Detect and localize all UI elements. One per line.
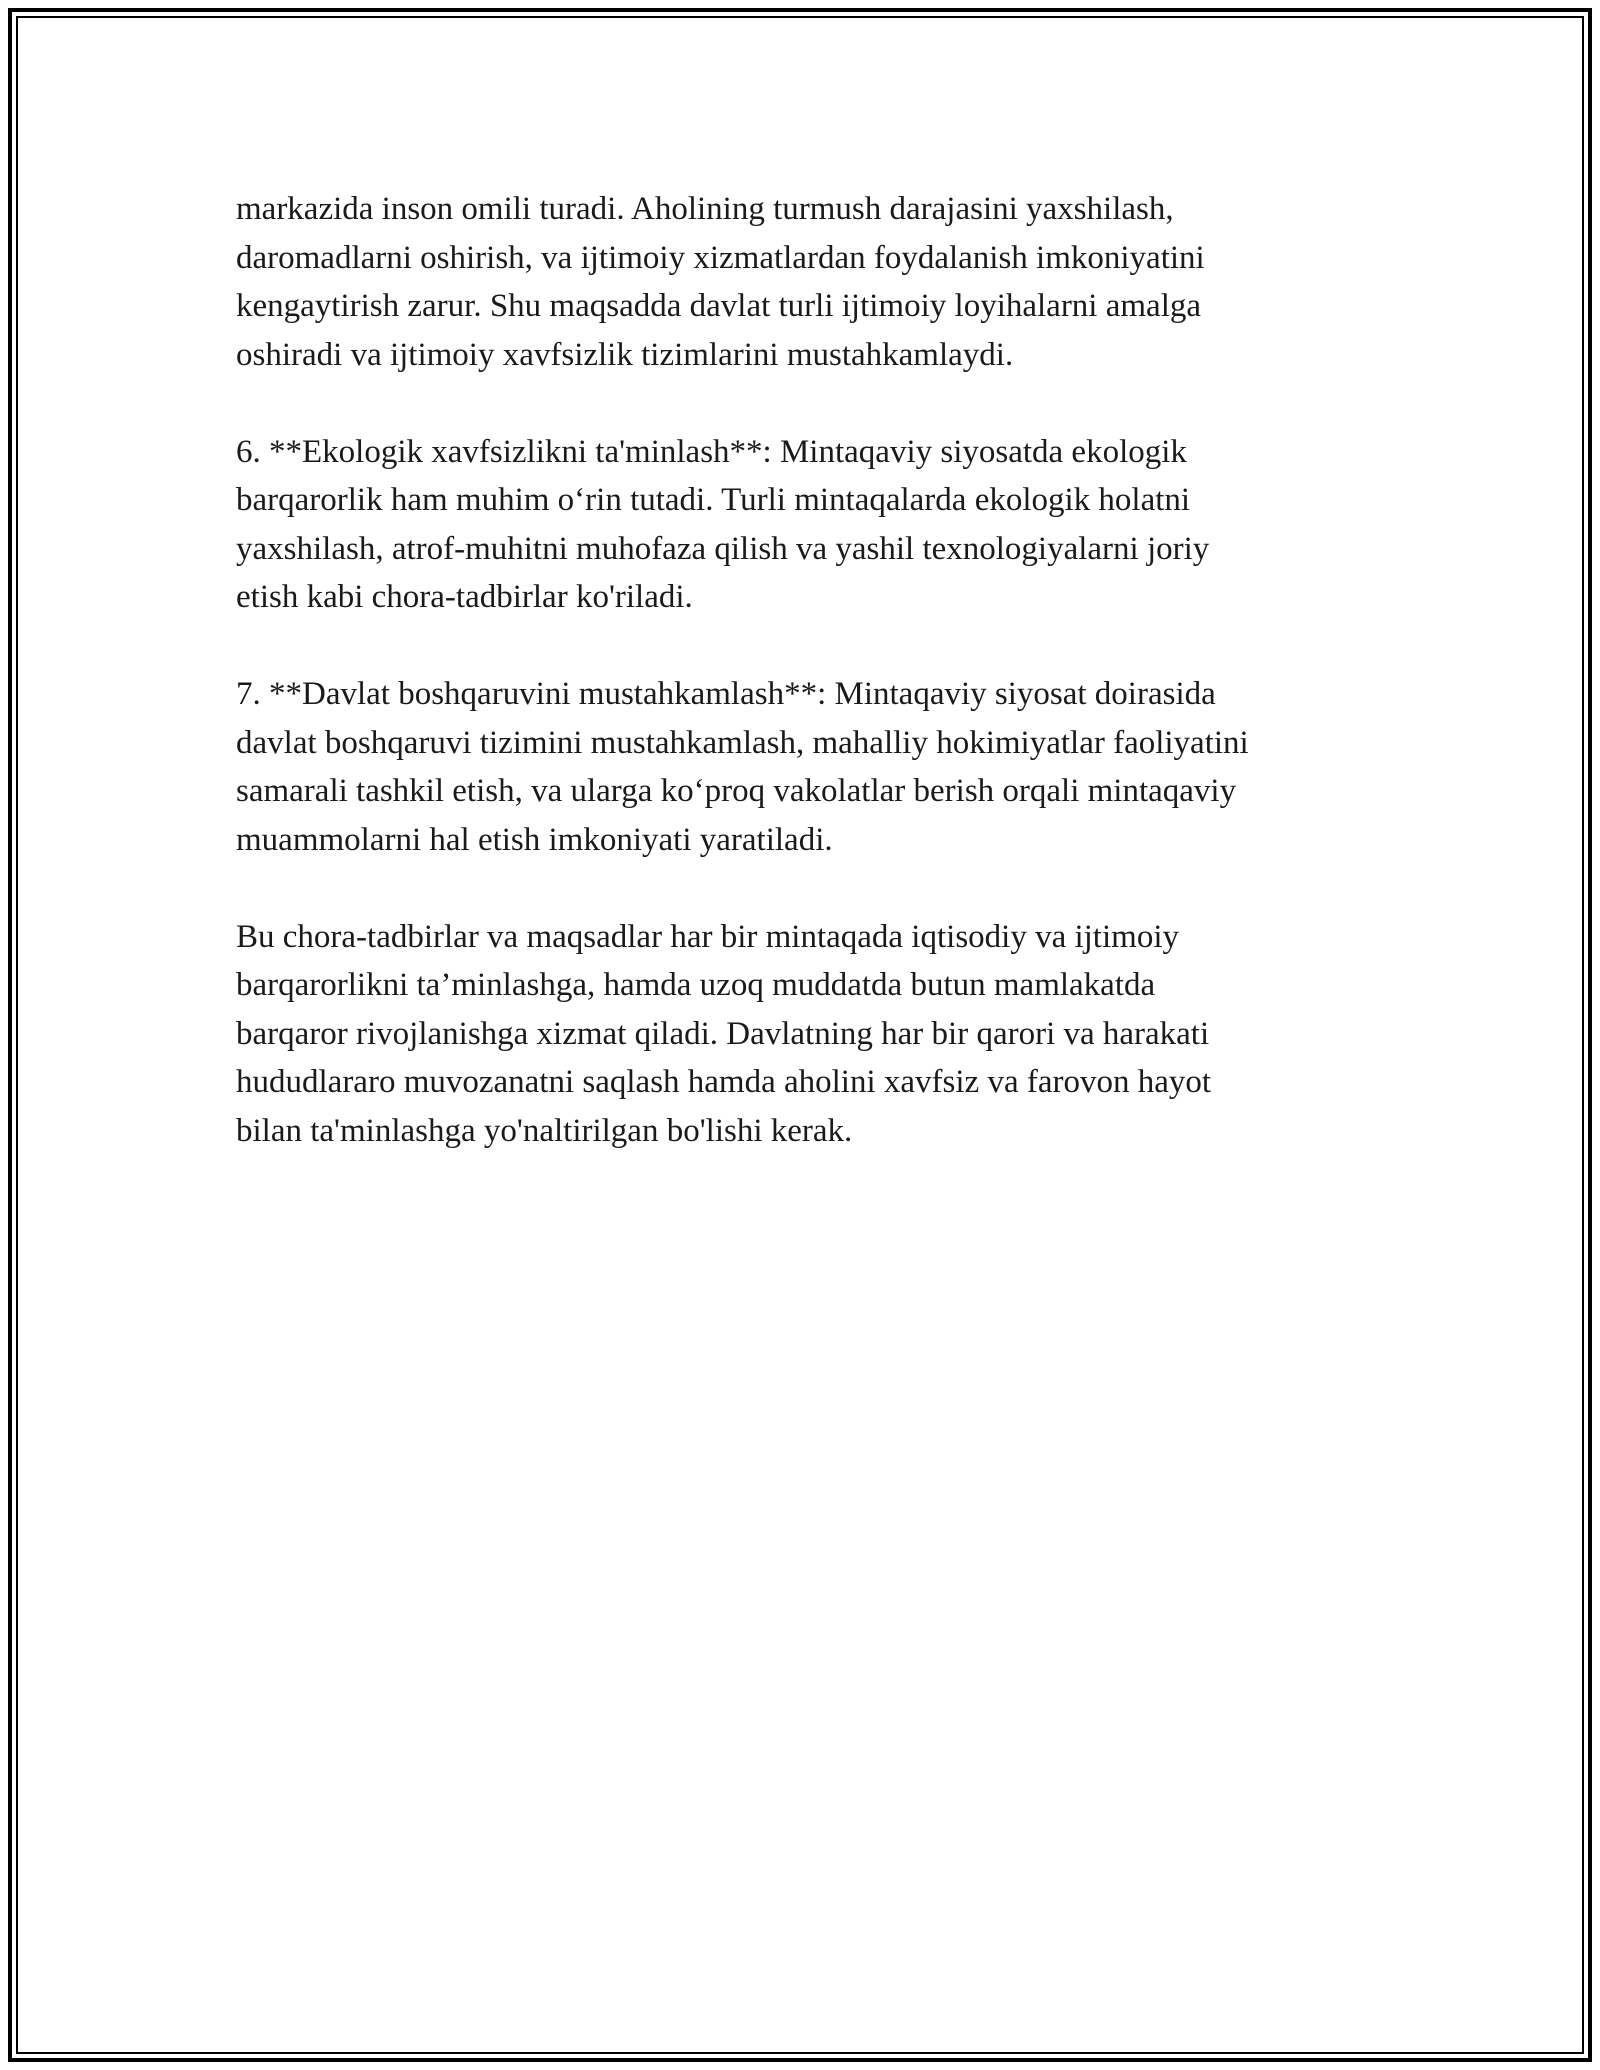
paragraph-state-governance bbox=[236, 670, 1396, 864]
text-line: etish kabi chora-tadbirlar ko'riladi. bbox=[236, 579, 693, 615]
text-line: samarali tashkil etish, va ularga ko‘proq vakolatlar berish orqali mintaqaviy bbox=[236, 773, 1237, 809]
text-line: barqarorlik ham muhim o‘rin tutadi. Turli mintaqalarda ekologik holatni bbox=[236, 482, 1191, 518]
paragraph-conclusion bbox=[236, 913, 1396, 1156]
text-line: Bu chora-tadbirlar va maqsadlar har bir mintaqada iqtisodiy va ijtimoiy bbox=[236, 918, 1179, 955]
text-line: kengaytirish zarur. Shu maqsadda davlat turli ijtimoiy loyihalarni amalga bbox=[236, 288, 1202, 324]
text-line: muammolarni hal etish imkoniyati yaratiladi. bbox=[236, 821, 833, 858]
text-line: hududlararo muvozanatni saqlash hamda aholini xavfsiz va farovon hayot bbox=[236, 1064, 1212, 1100]
paragraph-social-welfare bbox=[236, 185, 1396, 379]
text-line: barqaror rivojlanishga xizmat qiladi. Davlatning har bir qarori va harakati bbox=[236, 1015, 1210, 1052]
paragraph-ecological-security bbox=[236, 428, 1396, 622]
text-line: 6. **Ekologik xavfsizlikni ta'minlash**: Mintaqaviy siyosatda ekologik bbox=[236, 433, 1187, 470]
text-line: oshiradi va ijtimoiy xavfsizlik tizimlarini mustahkamlaydi. bbox=[236, 336, 1014, 373]
text-line: daromadlarni oshirish, va ijtimoiy xizmatlardan foydalanish imkoniyatini bbox=[236, 239, 1205, 276]
text-line: 7. **Davlat boshqaruvini mustahkamlash**: Mintaqaviy siyosat doirasida bbox=[236, 676, 1216, 712]
text-line: bilan ta'minlashga yo'naltirilgan bo'lishi kerak. bbox=[236, 1112, 853, 1149]
text-line: davlat boshqaruvi tizimini mustahkamlash, mahalliy hokimiyatlar faoliyatini bbox=[236, 724, 1249, 761]
text-line: markazida inson omili turadi. Aholining turmush darajasini yaxshilash, bbox=[236, 191, 1174, 227]
text-line: yaxshilash, atrof-muhitni muhofaza qilish va yashil texnologiyalarni joriy bbox=[236, 530, 1210, 567]
text-line: barqarorlikni ta’minlashga, hamda uzoq muddatda butun mamlakatda bbox=[236, 967, 1156, 1003]
document-body bbox=[236, 185, 1396, 1204]
